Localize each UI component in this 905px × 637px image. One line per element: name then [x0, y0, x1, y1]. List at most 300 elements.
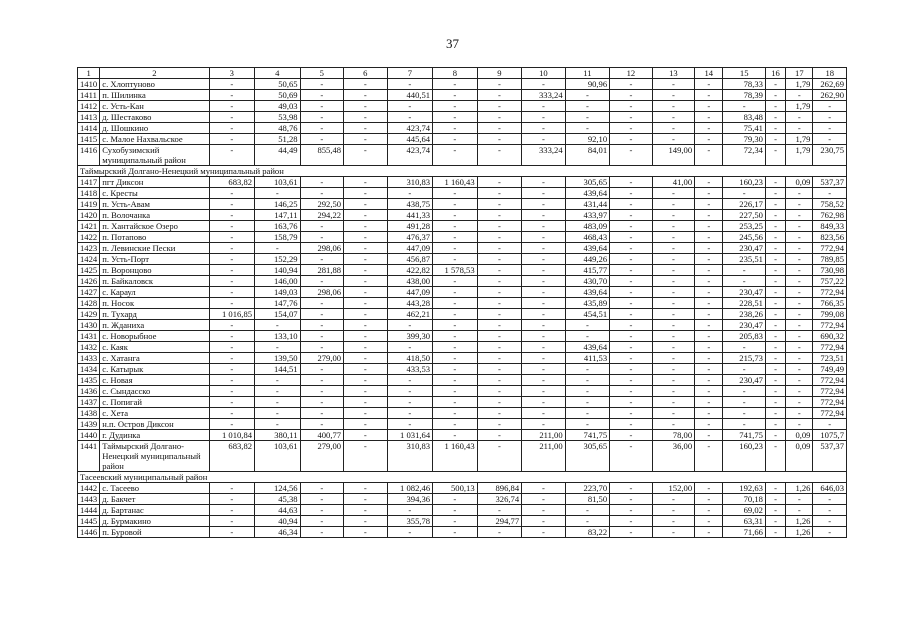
table-cell: - — [344, 177, 388, 188]
table-cell: - — [522, 134, 566, 145]
table-cell: - — [765, 254, 785, 265]
column-header: 1 — [78, 68, 100, 79]
table-row — [78, 397, 847, 408]
table-cell: 63,31 — [723, 516, 765, 527]
table-cell: - — [765, 199, 785, 210]
table-cell: 227,50 — [723, 210, 765, 221]
table-cell: - — [723, 386, 765, 397]
table-cell: 310,83 — [387, 177, 433, 188]
table-cell: - — [300, 276, 344, 287]
table-cell: - — [522, 112, 566, 123]
table-cell: - — [695, 386, 723, 397]
table-cell: - — [477, 101, 522, 112]
table-cell: 41,00 — [652, 177, 694, 188]
table-cell: - — [695, 331, 723, 342]
table-cell: 84,01 — [565, 145, 610, 166]
table-cell: 46,34 — [255, 527, 301, 538]
table-cell: - — [433, 419, 478, 430]
table-cell: - — [695, 320, 723, 331]
table-cell: - — [209, 287, 255, 298]
table-cell: 310,83 — [387, 441, 433, 472]
table-cell: - — [652, 210, 694, 221]
table-cell: - — [695, 112, 723, 123]
table-row — [78, 221, 847, 232]
table-cell: - — [786, 505, 813, 516]
column-header: 6 — [344, 68, 388, 79]
table-cell: - — [344, 516, 388, 527]
table-cell: 500,13 — [433, 483, 478, 494]
table-cell: - — [652, 199, 694, 210]
table-cell: - — [786, 419, 813, 430]
table-cell: 491,28 — [387, 221, 433, 232]
table-cell: - — [344, 353, 388, 364]
table-cell: - — [786, 112, 813, 123]
column-header: 5 — [300, 68, 344, 79]
table-cell: 462,21 — [387, 309, 433, 320]
table-cell: - — [344, 505, 388, 516]
table-row — [78, 320, 847, 331]
table-row — [78, 188, 847, 199]
table-cell: - — [209, 188, 255, 199]
table-cell: - — [610, 145, 652, 166]
table-cell: - — [433, 331, 478, 342]
row-number: 1411 — [78, 90, 100, 101]
settlement-name: с. Сындасско — [100, 386, 209, 397]
settlement-name: с. Усть-Кан — [100, 101, 209, 112]
table-cell: - — [477, 123, 522, 134]
table-row — [78, 276, 847, 287]
table-cell: - — [255, 408, 301, 419]
table-cell: 78,00 — [652, 430, 694, 441]
table-cell: - — [765, 188, 785, 199]
table-row — [78, 112, 847, 123]
settlement-name: с. Каяк — [100, 342, 209, 353]
table-cell: 152,29 — [255, 254, 301, 265]
table-cell: - — [723, 101, 765, 112]
table-cell: - — [522, 243, 566, 254]
table-cell: - — [695, 375, 723, 386]
table-cell: - — [477, 188, 522, 199]
table-row — [78, 145, 847, 166]
table-cell: - — [610, 483, 652, 494]
table-cell: 1 160,43 — [433, 441, 478, 472]
table-cell: - — [477, 243, 522, 254]
table-cell: 78,39 — [723, 90, 765, 101]
row-number: 1445 — [78, 516, 100, 527]
table-row — [78, 408, 847, 419]
table-cell: 305,65 — [565, 441, 610, 472]
column-header: 11 — [565, 68, 610, 79]
table-cell: - — [610, 90, 652, 101]
table-cell: - — [300, 232, 344, 243]
table-cell: - — [477, 145, 522, 166]
table-cell: - — [387, 408, 433, 419]
table-cell: - — [765, 243, 785, 254]
table-cell: - — [209, 101, 255, 112]
table-cell: 683,82 — [209, 177, 255, 188]
settlement-name: п. Байкаловск — [100, 276, 209, 287]
table-cell: 433,97 — [565, 210, 610, 221]
table-cell: 537,37 — [813, 177, 847, 188]
column-header: 8 — [433, 68, 478, 79]
table-cell: - — [786, 90, 813, 101]
table-cell: - — [695, 188, 723, 199]
table-cell: 70,18 — [723, 494, 765, 505]
table-cell: 1,26 — [786, 483, 813, 494]
table-cell: - — [433, 210, 478, 221]
table-cell: - — [610, 342, 652, 353]
settlement-name: с. Хатанга — [100, 353, 209, 364]
table-cell: - — [765, 123, 785, 134]
row-number: 1427 — [78, 287, 100, 298]
table-cell: - — [433, 494, 478, 505]
table-cell: - — [344, 79, 388, 90]
row-number: 1437 — [78, 397, 100, 408]
table-cell: - — [477, 221, 522, 232]
table-cell: - — [786, 210, 813, 221]
row-number: 1415 — [78, 134, 100, 145]
table-cell: - — [300, 505, 344, 516]
row-number: 1428 — [78, 298, 100, 309]
table-cell: - — [344, 375, 388, 386]
table-cell: 438,75 — [387, 199, 433, 210]
table-cell: - — [300, 342, 344, 353]
table-cell: - — [813, 123, 847, 134]
table-cell: 262,69 — [813, 79, 847, 90]
table-cell: - — [652, 221, 694, 232]
table-row — [78, 386, 847, 397]
row-number: 1414 — [78, 123, 100, 134]
table-cell: 230,47 — [723, 320, 765, 331]
table-cell: - — [344, 309, 388, 320]
table-row — [78, 309, 847, 320]
table-cell: 160,23 — [723, 177, 765, 188]
table-cell: 1,79 — [786, 145, 813, 166]
table-cell: 772,94 — [813, 375, 847, 386]
table-cell: 154,07 — [255, 309, 301, 320]
table-row — [78, 265, 847, 276]
table-cell: - — [765, 101, 785, 112]
table-cell: 44,63 — [255, 505, 301, 516]
section-row — [78, 472, 847, 483]
table-cell: 683,82 — [209, 441, 255, 472]
table-cell: - — [433, 232, 478, 243]
table-cell: - — [344, 254, 388, 265]
table-cell: - — [344, 123, 388, 134]
column-header: 14 — [695, 68, 723, 79]
table-cell: - — [786, 221, 813, 232]
table-cell: - — [765, 364, 785, 375]
table-cell: - — [477, 210, 522, 221]
table-cell: 431,44 — [565, 199, 610, 210]
table-cell: - — [695, 397, 723, 408]
table-cell: - — [522, 232, 566, 243]
table-cell: - — [765, 430, 785, 441]
table-cell: - — [765, 342, 785, 353]
table-cell: - — [652, 364, 694, 375]
table-cell: 896,84 — [477, 483, 522, 494]
table-cell: - — [765, 516, 785, 527]
row-number: 1432 — [78, 342, 100, 353]
table-cell: - — [433, 364, 478, 375]
row-number: 1431 — [78, 331, 100, 342]
table-cell: - — [433, 101, 478, 112]
table-cell: 146,25 — [255, 199, 301, 210]
table-row — [78, 123, 847, 134]
table-cell: - — [477, 375, 522, 386]
table-cell: - — [652, 408, 694, 419]
table-cell: - — [477, 430, 522, 441]
table-cell: 757,22 — [813, 276, 847, 287]
table-cell: - — [565, 386, 610, 397]
table-cell: - — [477, 527, 522, 538]
table-cell: - — [300, 101, 344, 112]
row-number: 1420 — [78, 210, 100, 221]
table-cell: - — [652, 276, 694, 287]
table-cell: - — [344, 112, 388, 123]
table-cell: - — [522, 287, 566, 298]
settlement-name: п. Волочанка — [100, 210, 209, 221]
table-cell: - — [813, 527, 847, 538]
table-cell: - — [610, 134, 652, 145]
table-cell: 230,47 — [723, 375, 765, 386]
table-cell: - — [255, 243, 301, 254]
settlement-name: п. Усть-Авам — [100, 199, 209, 210]
table-cell: - — [477, 298, 522, 309]
table-cell: - — [652, 494, 694, 505]
table-cell: 1 016,85 — [209, 309, 255, 320]
table-cell: - — [610, 494, 652, 505]
table-cell: - — [610, 243, 652, 254]
table-cell: - — [209, 527, 255, 538]
table-cell: - — [433, 353, 478, 364]
table-cell: - — [565, 516, 610, 527]
table-cell: 430,70 — [565, 276, 610, 287]
table-cell: - — [209, 419, 255, 430]
table-cell: - — [522, 353, 566, 364]
table-cell: - — [209, 221, 255, 232]
settlement-name: п. Воронцово — [100, 265, 209, 276]
row-number: 1416 — [78, 145, 100, 166]
table-cell: - — [387, 505, 433, 516]
table-cell: - — [522, 516, 566, 527]
table-cell: - — [433, 397, 478, 408]
table-cell: 333,24 — [522, 145, 566, 166]
table-cell: - — [610, 505, 652, 516]
table-cell: - — [610, 419, 652, 430]
table-cell: - — [610, 177, 652, 188]
table-cell: - — [565, 101, 610, 112]
table-cell: - — [765, 483, 785, 494]
settlement-name: п. Потапово — [100, 232, 209, 243]
table-cell: - — [652, 516, 694, 527]
table-cell: - — [695, 276, 723, 287]
table-cell: - — [695, 265, 723, 276]
table-cell: - — [209, 199, 255, 210]
table-cell: - — [610, 123, 652, 134]
table-cell: 305,65 — [565, 177, 610, 188]
table-cell: - — [695, 177, 723, 188]
table-cell: 75,41 — [723, 123, 765, 134]
table-cell: 445,64 — [387, 134, 433, 145]
table-cell: 394,36 — [387, 494, 433, 505]
table-cell: - — [565, 90, 610, 101]
table-cell: - — [344, 188, 388, 199]
table-cell: 140,94 — [255, 265, 301, 276]
table-cell: - — [765, 298, 785, 309]
table-cell: - — [652, 90, 694, 101]
table-cell: - — [610, 320, 652, 331]
table-cell: 326,74 — [477, 494, 522, 505]
settlement-name: с. Хлоптуново — [100, 79, 209, 90]
row-number: 1429 — [78, 309, 100, 320]
table-cell: 163,76 — [255, 221, 301, 232]
table-cell: - — [433, 188, 478, 199]
table-cell: - — [765, 331, 785, 342]
table-cell: 139,50 — [255, 353, 301, 364]
table-cell: 253,25 — [723, 221, 765, 232]
table-cell: - — [652, 123, 694, 134]
table-cell: - — [344, 199, 388, 210]
table-cell: - — [433, 254, 478, 265]
table-cell: 789,85 — [813, 254, 847, 265]
table-cell: 226,17 — [723, 199, 765, 210]
table-cell: 441,33 — [387, 210, 433, 221]
table-cell: - — [522, 79, 566, 90]
table-cell: - — [695, 79, 723, 90]
table-cell: 476,37 — [387, 232, 433, 243]
table-cell: 228,51 — [723, 298, 765, 309]
table-cell: - — [765, 210, 785, 221]
table-row — [78, 254, 847, 265]
table-cell: 646,03 — [813, 483, 847, 494]
table-cell: - — [522, 419, 566, 430]
table-cell: - — [813, 112, 847, 123]
table-cell: - — [652, 298, 694, 309]
settlement-name: с. Хета — [100, 408, 209, 419]
table-cell: - — [610, 188, 652, 199]
table-cell: - — [344, 408, 388, 419]
table-row — [78, 430, 847, 441]
table-cell: 230,47 — [723, 287, 765, 298]
table-cell: - — [477, 320, 522, 331]
table-cell: - — [723, 408, 765, 419]
table-cell: - — [610, 210, 652, 221]
table-cell: - — [300, 177, 344, 188]
table-cell: 279,00 — [300, 353, 344, 364]
table-cell: - — [477, 342, 522, 353]
table-cell: - — [652, 232, 694, 243]
table-cell: - — [610, 430, 652, 441]
table-cell: - — [344, 331, 388, 342]
table-cell: - — [695, 419, 723, 430]
table-cell: - — [300, 123, 344, 134]
table-cell: - — [695, 101, 723, 112]
table-cell: 0,09 — [786, 177, 813, 188]
table-cell: - — [477, 397, 522, 408]
table-cell: - — [765, 386, 785, 397]
table-cell: 423,74 — [387, 145, 433, 166]
table-cell: - — [209, 265, 255, 276]
table-cell: - — [433, 375, 478, 386]
table-cell: - — [610, 397, 652, 408]
table-cell: 443,28 — [387, 298, 433, 309]
table-cell: - — [786, 199, 813, 210]
table-row — [78, 79, 847, 90]
table-cell: - — [695, 342, 723, 353]
table-cell: - — [765, 232, 785, 243]
table-cell: - — [477, 79, 522, 90]
table-cell: - — [433, 90, 478, 101]
table-cell: - — [209, 210, 255, 221]
table-cell: - — [300, 221, 344, 232]
table-cell: - — [522, 298, 566, 309]
table-cell: - — [652, 397, 694, 408]
row-number: 1426 — [78, 276, 100, 287]
table-cell: - — [765, 419, 785, 430]
table-cell: - — [433, 134, 478, 145]
table-cell: - — [765, 276, 785, 287]
table-cell: - — [522, 199, 566, 210]
table-row — [78, 287, 847, 298]
table-cell: - — [344, 232, 388, 243]
table-cell: - — [565, 397, 610, 408]
table-cell: 772,94 — [813, 287, 847, 298]
table-cell: - — [765, 397, 785, 408]
table-cell: - — [786, 375, 813, 386]
table-cell: - — [477, 331, 522, 342]
table-cell: - — [695, 527, 723, 538]
table-cell: 1 010,84 — [209, 430, 255, 441]
table-cell: 1 160,43 — [433, 177, 478, 188]
table-row — [78, 364, 847, 375]
column-header: 9 — [477, 68, 522, 79]
table-cell: - — [652, 254, 694, 265]
table-cell: - — [344, 441, 388, 472]
table-cell: 1 031,64 — [387, 430, 433, 441]
table-cell: - — [723, 265, 765, 276]
table-cell: - — [786, 386, 813, 397]
settlement-name: п. Левинские Пески — [100, 243, 209, 254]
table-cell: 415,77 — [565, 265, 610, 276]
table-cell: - — [433, 527, 478, 538]
row-number: 1433 — [78, 353, 100, 364]
table-cell: 766,35 — [813, 298, 847, 309]
table-cell: - — [652, 243, 694, 254]
table-cell: - — [433, 199, 478, 210]
table-cell: - — [610, 375, 652, 386]
table-cell: - — [695, 483, 723, 494]
table-cell: - — [813, 505, 847, 516]
table-cell: - — [387, 527, 433, 538]
table-cell: 772,94 — [813, 397, 847, 408]
settlement-name: с. Попигай — [100, 397, 209, 408]
table-row — [78, 177, 847, 188]
settlement-name: п. Носок — [100, 298, 209, 309]
table-cell: - — [477, 353, 522, 364]
table-cell: - — [813, 419, 847, 430]
table-cell: - — [387, 419, 433, 430]
table-cell: - — [522, 483, 566, 494]
table-cell: 215,73 — [723, 353, 765, 364]
table-cell: - — [209, 353, 255, 364]
table-cell: - — [695, 408, 723, 419]
table-cell: - — [433, 342, 478, 353]
table-cell: - — [433, 309, 478, 320]
table-row — [78, 243, 847, 254]
table-cell: 78,33 — [723, 79, 765, 90]
table-cell: 45,38 — [255, 494, 301, 505]
